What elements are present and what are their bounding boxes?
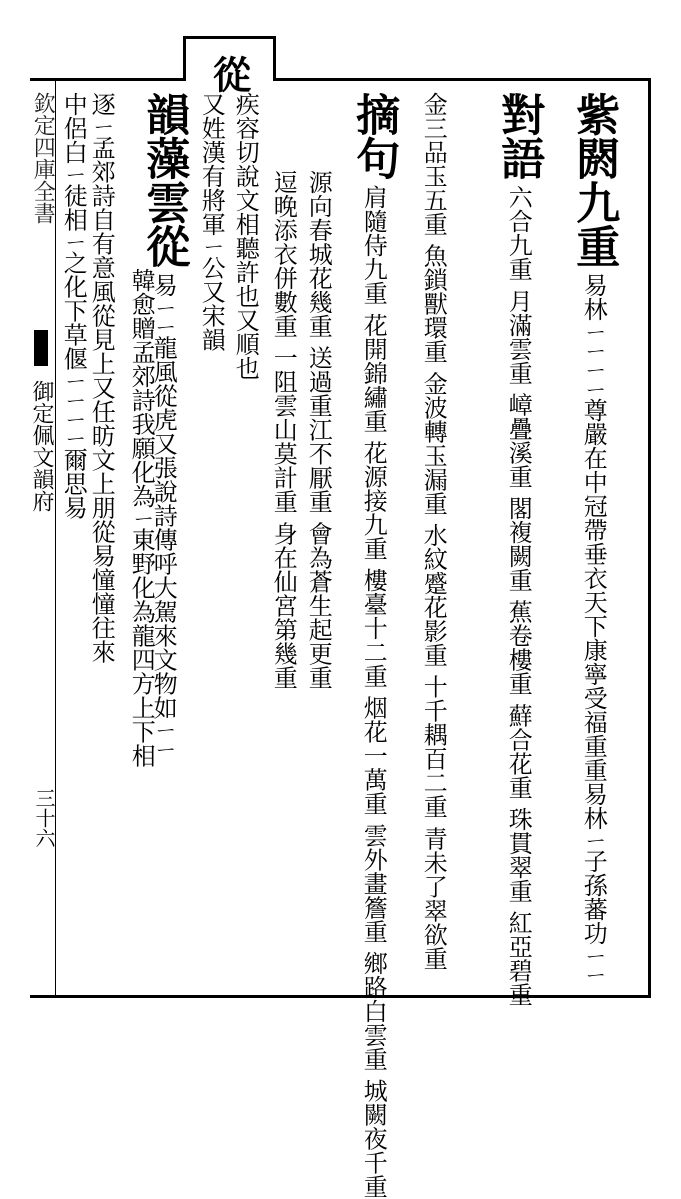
entry-text: 肩隨侍九重 花開錦繡重 花源接九重 樓臺十二重 烟花一萬重 雲外畫簷重 鄉路白雲重 城闕夜千重	[359, 185, 388, 1199]
entry-head: 摘句	[348, 92, 400, 180]
frame-top-right	[273, 78, 651, 81]
column-12	[59, 92, 88, 520]
book-title: 御定佩文韻府	[29, 380, 54, 512]
column-5	[304, 170, 333, 690]
entry-head: 紫閼九重	[568, 92, 620, 268]
column-1	[568, 92, 620, 984]
entry-text: 韓愈贈孟郊詩我願化為ㄧ東野化為龍四方上下相	[127, 268, 156, 768]
entry-text: 六合九重 月滿雲重 嶂疊溪重 閣複闕重 蕉卷樓重 蘚合花重 珠貫翠重 紅亞碧重	[504, 185, 533, 1007]
column-8	[197, 92, 226, 352]
column-4	[348, 92, 400, 1199]
entry-text: 逗晚添衣併數重 一阻雲山莫計重 身在仙宮第幾重	[269, 170, 298, 690]
entry-text: 易林ㄧㄧㄧㄧ尊嚴在中冠帶垂衣天下康寧受福重重易林ㄧ子孫蕃功ㄧㄧ	[579, 273, 608, 984]
fishtail-mark	[34, 330, 48, 366]
frame-top-left	[30, 78, 185, 81]
column-11	[87, 92, 116, 664]
entry-text: 疾容切說文相聽許也又順也	[231, 92, 260, 380]
entry-text: 又姓漢有將軍ㄧ公又宋韻	[197, 92, 226, 352]
entry-text: 中侶白ㄧ徒相ㄧ之化下草偃ㄧㄧㄧㄧ爾思易	[59, 92, 88, 520]
frame-tab-left	[183, 36, 186, 81]
page-number: 三十六	[32, 788, 56, 848]
entry-head: 對語	[493, 92, 545, 180]
column-6	[269, 170, 298, 690]
entry-head: 韻藻雲從	[138, 92, 190, 268]
column-10	[127, 268, 156, 768]
entry-text: 源向春城花幾重 送過重江不厭重 會為蒼生起更重	[304, 170, 333, 690]
frame-bottom	[30, 995, 651, 998]
frame-margin-line	[55, 81, 56, 995]
margin-top-text: 欽定四庫全書	[30, 92, 56, 224]
entry-text: 逐ㄧ孟郊詩自有意風從見上又任昉文上朋從易憧憧往來	[87, 92, 116, 664]
frame-tab-right	[273, 36, 276, 81]
entry-text: 金三品玉五重 魚鎖獸環重 金波轉玉漏重 水紋蹙花影重 十千耦百二重 青未了翠欲重	[419, 92, 448, 971]
column-3	[419, 92, 448, 971]
column-2	[493, 92, 545, 1007]
frame-right	[648, 78, 651, 998]
column-7	[231, 92, 260, 380]
frame-tab-top	[183, 36, 276, 39]
entry-text: 易ㄧㄧ龍風從虎又張說詩傳呼大駕來文物如ㄧㄧ	[149, 273, 178, 758]
section-tab: 從	[206, 55, 252, 93]
